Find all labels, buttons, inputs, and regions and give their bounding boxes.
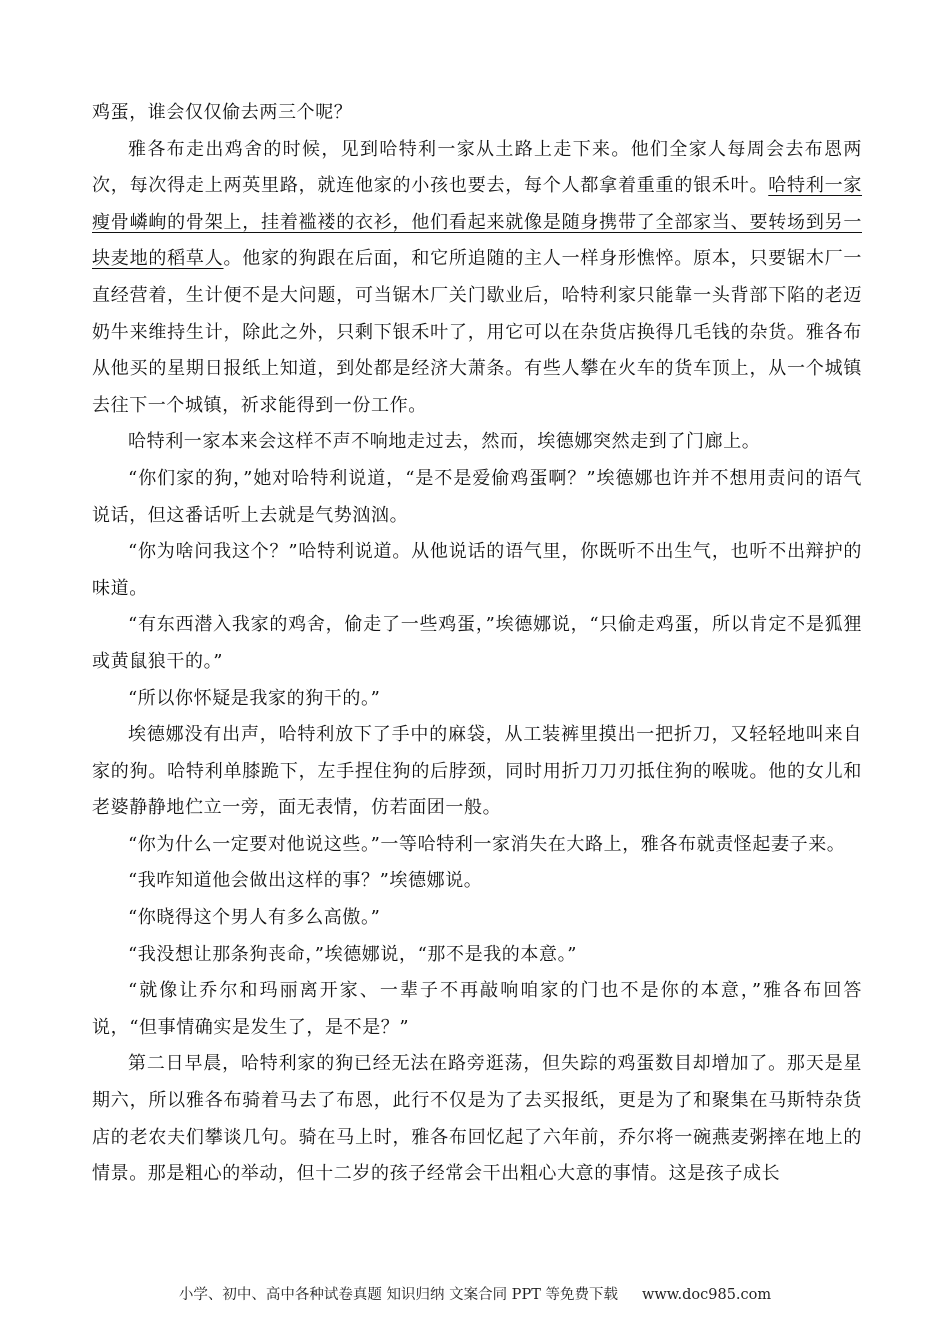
paragraph: 鸡蛋，谁会仅仅偷去两三个呢？ xyxy=(92,102,353,123)
paragraph: 哈特利一家本来会这样不声不响地走过去，然而，埃德娜突然走到了门廊上。 xyxy=(128,431,761,453)
paragraph: “你们家的狗，”她对哈特利说道，“是不是爱偷鸡蛋啊？”埃德娜也许并不想用责问的语气说话，但这番话听上去就是气势汹汹。 xyxy=(92,467,862,526)
paragraph xyxy=(92,132,862,425)
body-text xyxy=(92,95,862,1193)
paragraph: “我咋知道他会做出这样的事？”埃德娜说。 xyxy=(128,870,483,892)
paragraph-text: 。他家的狗跟在后面，和它所追随的主人一样身形憔悴。原本，只要锯木厂一直经营着，生计便不是大问题，可当锯木厂关门歇业后，哈特利家只能靠一头背部下陷的老迈奶牛来维持生计，除此之外，只剩下银禾叶了，用它可以在杂货店换得几毛钱的杂货。雅各布从他买的星期日报纸上知道，到处都是经济大萧条。有些人攀在火车的货车顶上，从一个城镇去往下一个城镇，祈求能得到一份工作。 xyxy=(92,248,862,416)
footer-url[interactable]: www.doc985.com xyxy=(641,1287,772,1303)
paragraph: 第二日早晨，哈特利家的狗已经无法在路旁逛荡，但失踪的鸡蛋数目却增加了。那天是星期六，所以雅各布骑着马去了布恩，此行不仅是为了去买报纸，更是为了和聚集在马斯特杂货店的老农夫们攀谈几句。骑在马上时，雅各布回忆起了六年前，乔尔将一碗燕麦粥摔在地上的情景。那是粗心的举动，但十二岁的孩子经常会干出粗心大意的事情。这是孩子成长 xyxy=(92,1053,862,1185)
paragraph-text: 雅各布走出鸡舍的时候，见到哈特利一家从土路上走下来。他们全家人每周会去布恩两次，每次得走上两英里路，就连他家的小孩也要去，每个人都拿着重重的银禾叶。 xyxy=(92,138,862,197)
paragraph: “有东西潜入我家的鸡舍，偷走了一些鸡蛋，”埃德娜说，“只偷走鸡蛋，所以肯定不是狐狸或黄鼠狼干的。” xyxy=(92,614,862,672)
paragraph: 埃德娜没有出声，哈特利放下了手中的麻袋，从工装裤里摸出一把折刀，又轻轻地叫来自家的狗。哈特利单膝跪下，左手捏住狗的后脖颈，同时用折刀刀刃抵住狗的喉咙。他的女儿和老婆静静地伫立一旁，面无表情，仿若面团一般。 xyxy=(92,724,862,819)
paragraph: “我没想让那条狗丧命，”埃德娜说，“那不是我的本意。” xyxy=(128,943,578,965)
paragraph: “你晓得这个男人有多么高傲。” xyxy=(128,907,381,929)
paragraph: “就像让乔尔和玛丽离开家、一辈子不再敲响咱家的门也不是你的本意，”雅各布回答说，“但事情确实是发生了，是不是？” xyxy=(92,980,862,1038)
paragraph: “所以你怀疑是我家的狗干的。” xyxy=(128,687,381,709)
footer-text: 小学、初中、高中各种试卷真题 知识归纳 文案合同 PPT 等免费下载 xyxy=(178,1287,618,1303)
underlined-sentence: 哈特利一家瘦骨嶙峋的骨架上，挂着褴褛的衣衫，他们看起来就像是随身携带了全部家当、要转场到另一块麦地的稻草人 xyxy=(92,175,862,270)
page-footer xyxy=(0,1283,950,1304)
paragraph: “你为啥问我这个？”哈特利说道。从他说话的语气里，你既听不出生气，也听不出辩护的味道。 xyxy=(92,541,862,599)
paragraph: “你为什么一定要对他说这些。”一等哈特利一家消失在大路上，雅各布就责怪起妻子来。 xyxy=(128,833,846,855)
